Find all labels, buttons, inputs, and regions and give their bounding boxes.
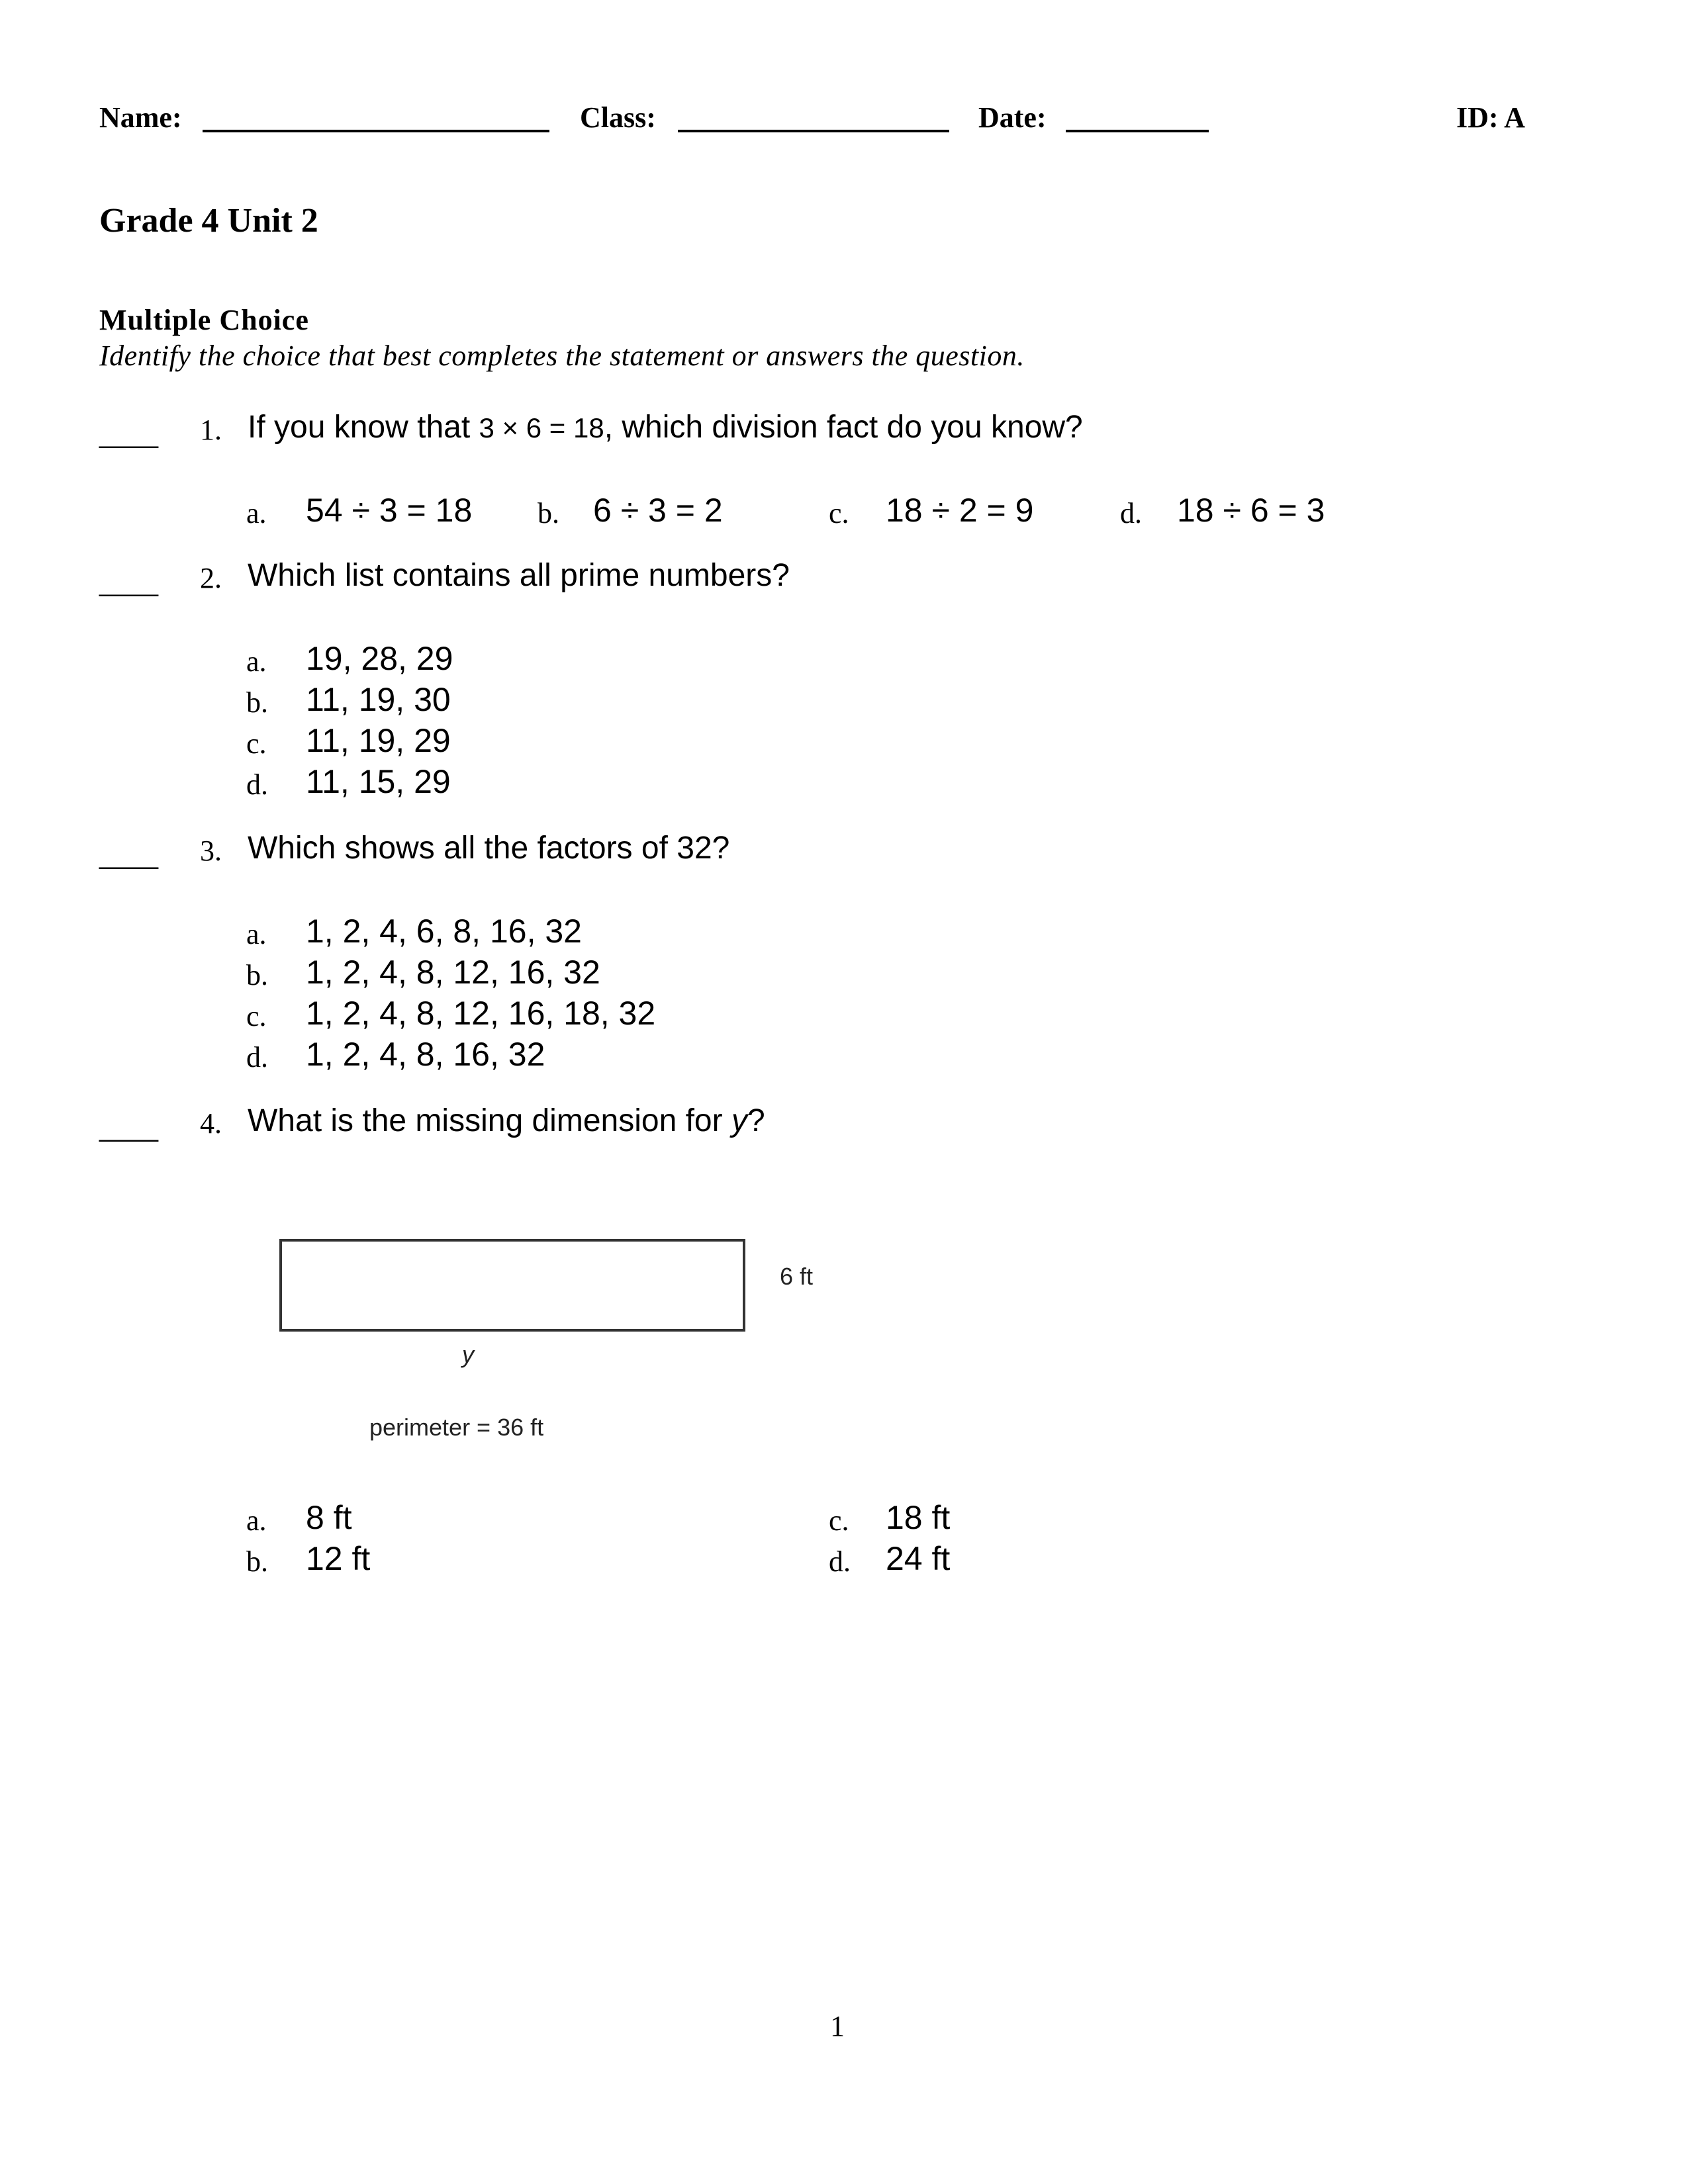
question-text-2: Which list contains all prime numbers? (248, 558, 790, 593)
section-heading: Multiple Choice (99, 304, 309, 336)
choice-text[interactable]: 11, 15, 29 (306, 763, 451, 800)
choice-letter: d. (829, 1545, 851, 1578)
test-id: ID: A (1456, 101, 1525, 134)
question-4-text-before: What is the missing dimension for (248, 1103, 731, 1138)
choice-letter: d. (246, 1041, 268, 1073)
choice-letter: a. (246, 497, 267, 529)
choice-text[interactable]: 18 ÷ 6 = 3 (1177, 492, 1325, 529)
choice-letter: b. (246, 686, 268, 719)
choice-letter: d. (246, 768, 268, 801)
answer-blank-3[interactable]: ____ (99, 841, 158, 870)
name-label: Name: (99, 101, 182, 134)
choice-letter: b. (246, 1545, 268, 1578)
choice-letter: c. (829, 1504, 849, 1537)
figure-bottom-label: y (462, 1341, 474, 1368)
figure-caption: perimeter = 36 ft (369, 1414, 544, 1441)
question-text-1 (248, 409, 1083, 445)
rectangle-figure (279, 1239, 745, 1332)
choice-text[interactable]: 1, 2, 4, 8, 12, 16, 18, 32 (306, 995, 656, 1032)
choice-letter: a. (246, 918, 267, 950)
choice-text[interactable]: 8 ft (306, 1499, 352, 1536)
question-number-3: 3. (200, 835, 222, 867)
page-number: 1 (830, 2010, 845, 2042)
name-field[interactable] (203, 130, 549, 132)
question-1-text-after: , which division fact do you know? (604, 410, 1083, 445)
choice-letter: c. (246, 727, 267, 760)
answer-blank-1[interactable]: ____ (99, 420, 158, 449)
choice-text[interactable]: 11, 19, 29 (306, 722, 451, 759)
question-1-math: 3 × 6 = 18 (479, 412, 604, 443)
choice-text[interactable]: 1, 2, 4, 8, 16, 32 (306, 1036, 545, 1073)
choice-letter: c. (829, 497, 849, 529)
question-4-variable: y (731, 1103, 747, 1138)
section-instructions: Identify the choice that best completes the statement or answers the question. (99, 340, 1025, 372)
page-title: Grade 4 Unit 2 (99, 202, 318, 240)
choice-letter: d. (1120, 497, 1142, 529)
choice-letter: a. (246, 645, 267, 678)
choice-text[interactable]: 19, 28, 29 (306, 640, 453, 677)
answer-blank-4[interactable]: ____ (99, 1113, 158, 1142)
choice-text[interactable]: 12 ft (306, 1540, 371, 1577)
choice-text[interactable]: 1, 2, 4, 8, 12, 16, 32 (306, 954, 600, 991)
choice-letter: a. (246, 1504, 267, 1537)
question-text-4 (248, 1103, 765, 1139)
question-text-3: Which shows all the factors of 32? (248, 831, 730, 866)
answer-blank-2[interactable]: ____ (99, 568, 158, 597)
date-label: Date: (978, 101, 1047, 134)
choice-text[interactable]: 18 ft (886, 1499, 951, 1536)
class-field[interactable] (678, 130, 949, 132)
choice-text[interactable]: 11, 19, 30 (306, 681, 451, 718)
question-1-text-before: If you know that (248, 410, 479, 445)
question-number-1: 1. (200, 414, 222, 446)
choice-text[interactable]: 18 ÷ 2 = 9 (886, 492, 1034, 529)
choice-text[interactable]: 6 ÷ 3 = 2 (593, 492, 723, 529)
figure-side-label: 6 ft (780, 1263, 814, 1290)
choice-letter: b. (538, 497, 559, 529)
choice-letter: c. (246, 1000, 267, 1032)
choice-text[interactable]: 54 ÷ 3 = 18 (306, 492, 473, 529)
class-label: Class: (580, 101, 656, 134)
date-field[interactable] (1066, 130, 1209, 132)
choice-letter: b. (246, 959, 268, 991)
choice-text[interactable]: 24 ft (886, 1540, 951, 1577)
question-4-text-after: ? (747, 1103, 765, 1138)
question-number-4: 4. (200, 1107, 222, 1140)
question-number-2: 2. (200, 562, 222, 594)
choice-text[interactable]: 1, 2, 4, 6, 8, 16, 32 (306, 913, 582, 950)
